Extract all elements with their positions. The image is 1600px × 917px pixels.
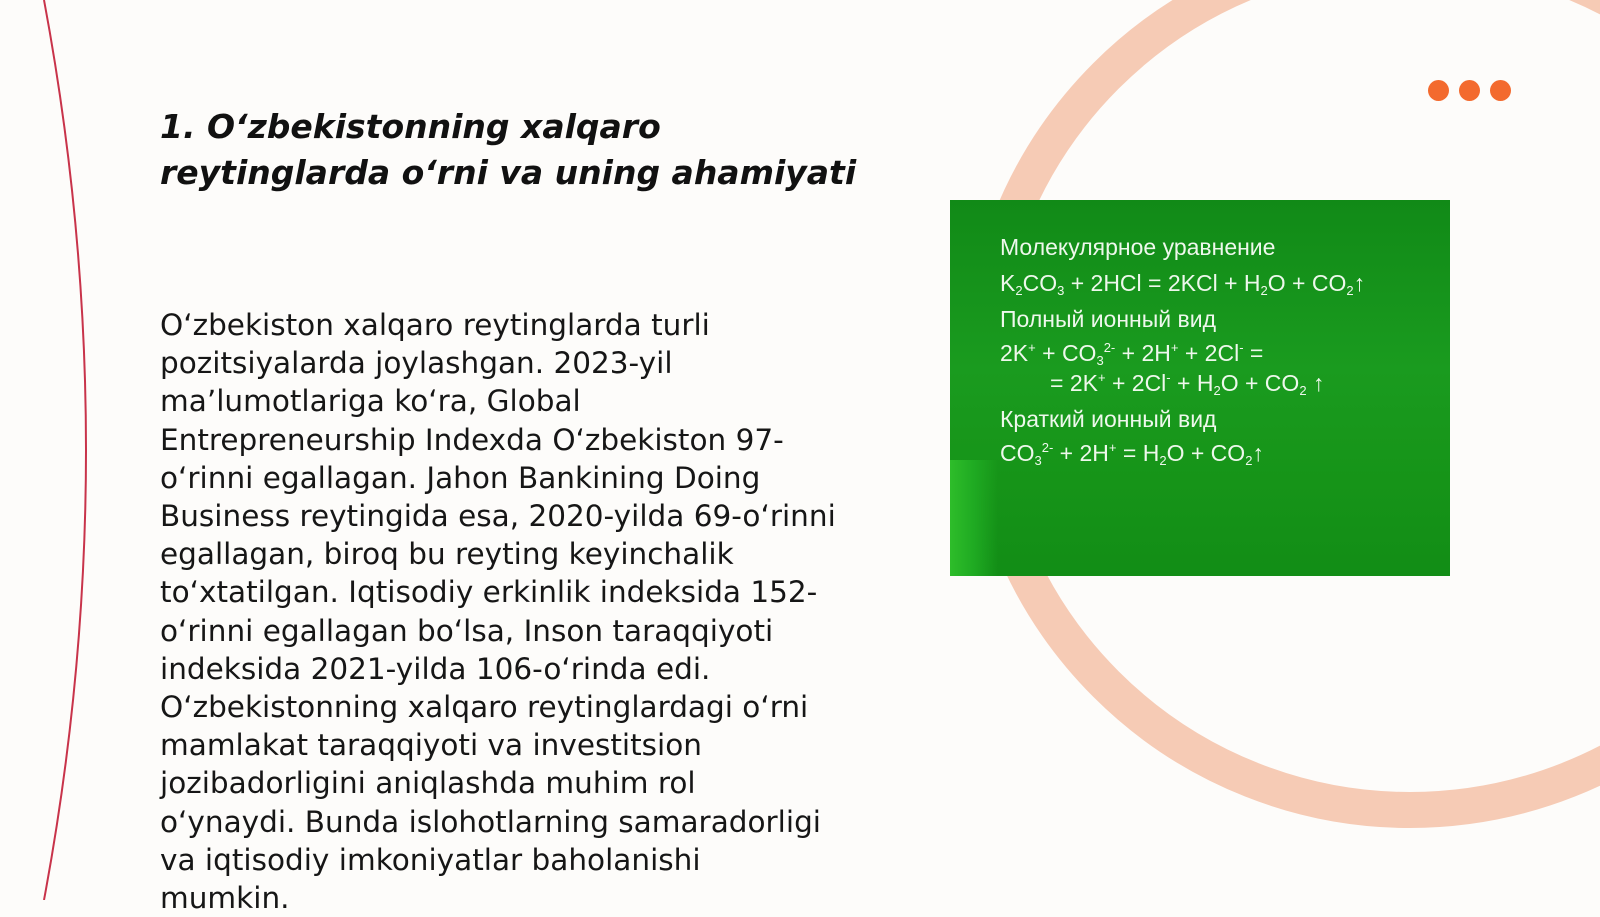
slide-body-text: [160, 306, 860, 917]
body-line: jozibadorligini aniqlashda muhim rol: [160, 766, 696, 801]
short-ionic-heading: Краткий ионный вид: [1000, 406, 1217, 432]
chemistry-equation-image: [950, 200, 1450, 576]
short-ionic-equation: $CO_3^{2-} + 2H^+ = H_2O$ + $CO_2↑$: [1000, 440, 1264, 468]
body-line: O‘zbekistonning xalqaro reytinglardagi o‘rni: [160, 690, 809, 725]
body-line: to‘xtatilgan. Iqtisodiy erkinlik indeksida 152-: [160, 575, 818, 610]
dot-1: [1428, 80, 1449, 101]
molecular-equation: $K_2CO_3 + 2HCl = 2KCl + H_2O$ + $CO_2↑$: [1000, 270, 1366, 298]
panel-highlight-edge: [950, 460, 998, 576]
body-line: Entrepreneurship Indexda O‘zbekiston 97-: [160, 422, 784, 457]
body-line: o‘ynaydi. Bunda islohotlarning samaradorligi: [160, 804, 821, 839]
body-line: ma’lumotlariga ko‘ra, Global: [160, 384, 581, 419]
body-line: o‘rinni egallagan. Jahon Bankining Doing: [160, 460, 761, 495]
body-line: va iqtisodiy imkoniyatlar baholanishi: [160, 842, 701, 877]
body-line: mamlakat taraqqiyoti va investitsion: [160, 728, 702, 763]
body-line: o‘rinni egallagan bo‘lsa, Inson taraqqiyoti: [160, 613, 774, 648]
slide-title-line-1: 1. O‘zbekistonning xalqaro: [160, 107, 661, 146]
full-ionic-equation-line-2: = $2K^+ + 2Cl^- + H_2O + CO_2$ ↑: [1050, 370, 1325, 398]
dot-3: [1490, 80, 1511, 101]
body-line: Business reytingida esa, 2020-yilda 69-o‘rinni: [160, 499, 836, 534]
slide-title: [160, 104, 880, 196]
body-line: indeksida 2021-yilda 106-o‘rinda edi.: [160, 651, 711, 686]
body-line: O‘zbekiston xalqaro reytinglarda turli: [160, 308, 710, 342]
slide-title-line-2: reytinglarda o‘rni va uning ahamiyati: [160, 153, 857, 192]
full-ionic-heading: Полный ионный вид: [1000, 306, 1217, 332]
molecular-equation-heading: Молекулярное уравнение: [1000, 234, 1276, 260]
dot-2: [1459, 80, 1480, 101]
left-accent-curve: [44, 0, 86, 900]
more-options-dots: [1428, 80, 1511, 101]
body-line: mumkin.: [160, 881, 290, 916]
body-line: egallagan, biroq bu reyting keyinchalik: [160, 537, 734, 572]
full-ionic-equation-line-1: $2K^+ + CO_3^{2-} + 2H^+ + 2Cl^-$ =: [1000, 340, 1264, 368]
body-line: pozitsiyalarda joylashgan. 2023-yil: [160, 346, 673, 381]
